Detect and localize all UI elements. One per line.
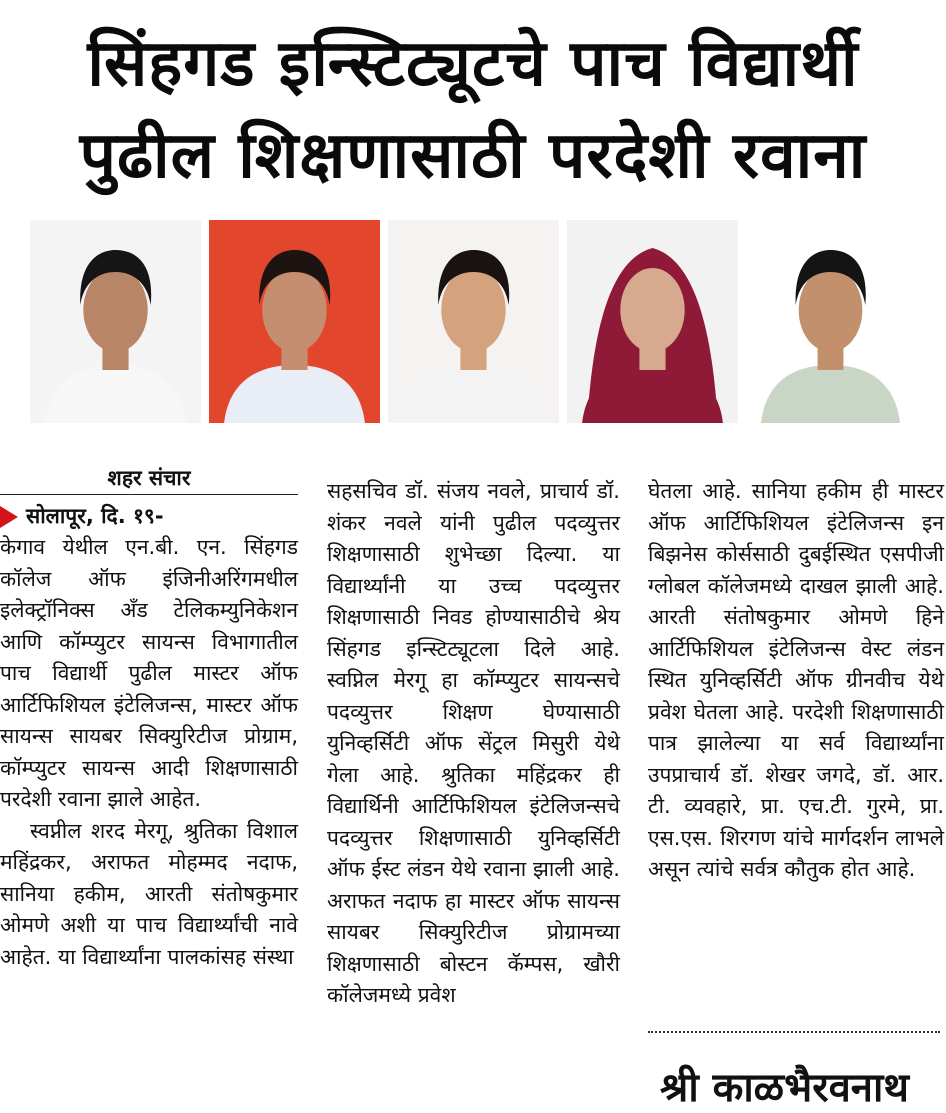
dateline-text: सोलापूर, दि. १९-: [26, 503, 164, 528]
headline-line-2: पुढील शिक्षणासाठी परदेशी रवाना: [79, 119, 867, 193]
headline: [0, 18, 946, 202]
headline-line-1: सिंहगड इन्स्टिट्यूटचे पाच विद्यार्थी: [87, 27, 859, 101]
article-paragraph-2: स्वप्नील शरद मेरगू, श्रुतिका विशाल महिंद्रकर, अराफत मोहम्मद नदाफ, सानिया हकीम, आरती संतोषकुमार ओमणे अशी या पाच विद्यार्थ्यांची नावे आहेत. या विद्यार्थ्यांना पालकांसह संस्था: [0, 818, 298, 969]
portrait-image: [30, 220, 201, 423]
section-heading: शहर संचार: [0, 462, 298, 495]
portrait-image: [567, 220, 738, 423]
student-photo-3: [388, 220, 559, 423]
student-photo-4: [567, 220, 738, 423]
student-photo-2: [209, 220, 380, 423]
article-column-3: [648, 476, 944, 886]
arrow-icon: [0, 506, 18, 528]
student-photo-5: [746, 220, 915, 423]
article-column-1: [0, 462, 298, 973]
next-article-headline: श्री काळभैरवनाथ: [660, 1065, 909, 1111]
student-photo-1: [30, 220, 201, 423]
article-paragraph-4: घेतला आहे. सानिया हकीम ही मास्टर ऑफ आर्टिफिशियल इंटेलिजन्स इन बिझनेस कोर्ससाठी दुबईस्थित एसपीजी ग्लोबल कॉलेजमध्ये दाखल झाली आहे. आरती संतोषकुमार ओमणे हिने आर्टिफिशियल इंटेलिजन्स वेस्ट लंडन स्थित युनिव्हर्सिटी ऑफ ग्रीनवीच येथे प्रवेश घेतला आहे. परदेशी शिक्षणासाठी पात्र झालेल्या या सर्व विद्यार्थ्यांना उपप्राचार्य डॉ. शेखर जगदे, डॉ. आर. टी. व्यवहारे, प्रा. एच.टी. गुरमे, प्रा. एस.एस. शिरगण यांचे मार्गदर्शन लाभले असून त्यांचे सर्वत्र कौतुक होत आहे.: [648, 479, 944, 881]
portrait-image: [209, 220, 380, 423]
article-paragraph-3: सहसचिव डॉ. संजय नवले, प्राचार्य डॉ. शंकर नवले यांनी पुढील पदव्युत्तर शिक्षणासाठी शुभेच्छा दिल्या. या विद्यार्थ्यांनी या उच्च पदव्युत्तर शिक्षणासाठी निवड होण्यासाठीचे श्रेय सिंहगड इन्स्टिट्यूटला दिले आहे. स्वप्निल मेरगू हा कॉम्प्युटर सायन्सचे पदव्युत्तर शिक्षण घेण्यासाठी युनिव्हर्सिटी ऑफ सेंट्रल मिसुरी येथे गेला आहे. श्रुतिका महिंद्रकर ही विद्यार्थिनी आर्टिफिशियल इंटेलिजन्सचे पदव्युत्तर शिक्षणासाठी युनिव्हर्सिटी ऑफ ईस्ट लंडन येथे रवाना झाली आहे. अराफत नदाफ हा मास्टर ऑफ सायन्स सायबर सिक्युरिटीज प्रोग्रामच्या शिक्षणासाठी बोस्टन कॅम्पस, खौरी कॉलेजमध्ये प्रवेश: [327, 479, 620, 1007]
dotted-divider: [648, 1031, 940, 1033]
portrait-image: [388, 220, 559, 423]
article-column-2: [327, 476, 620, 1012]
dateline: [0, 501, 298, 532]
article-paragraph-1: केगाव येथील एन.बी. एन. सिंहगड कॉलेज ऑफ इंजिनीअरिंगमधील इलेक्ट्रॉनिक्स अँड टेलिकम्युनिकेशन आणि कॉम्प्युटर सायन्स विभागातील पाच विद्यार्थी पुढील मास्टर ऑफ आर्टिफिशियल इंटेलिजन्स, मास्टर ऑफ सायन्स सायबर सिक्युरिटीज प्रोग्राम, कॉम्प्युटर सायन्स आदी शिक्षणासाठी परदेशी रवाना झाले आहेत.: [0, 535, 298, 811]
portrait-image: [746, 220, 915, 423]
photo-strip: [30, 220, 915, 423]
